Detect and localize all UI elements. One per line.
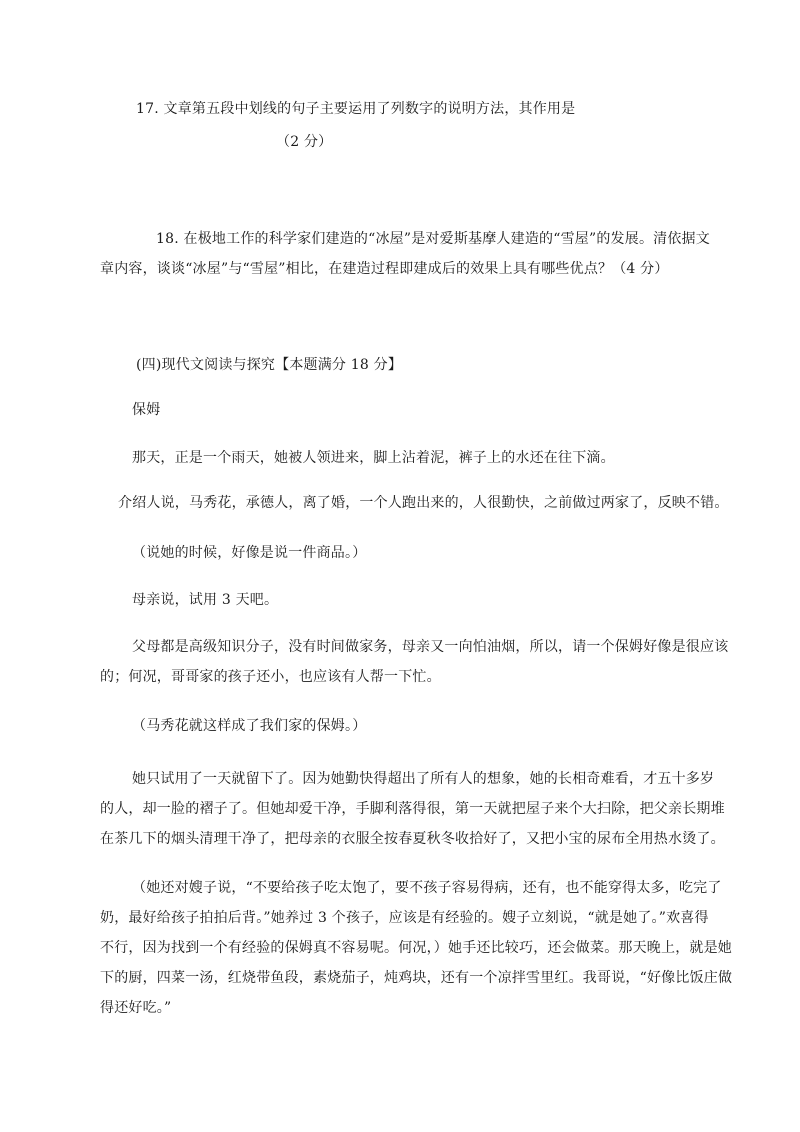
paragraph-7-line-2: 的人，却一脸的褶子了。但她却爱干净，手脚利落得很，第一天就把屋子来个大扫除，把父亲长期堆 <box>100 801 725 817</box>
paragraph-5-line-2: 的；何况，哥哥家的孩子还小，也应该有人帮一下忙。 <box>100 669 441 685</box>
paragraph-8-line-1: （她还对嫂子说，“不要给孩子吃太饱了，要不孩子容易得病，还有，也不能穿得太多，吃完了 <box>132 880 722 896</box>
question-17-text: 17. 文章第五段中划线的句子主要运用了列数字的说明方法，其作用是 <box>136 101 576 117</box>
question-18-line-1: 18. 在极地工作的科学家们建造的“冰屋”是对爱斯基摩人建造的“雪屋”的发展。清依据文 <box>156 231 710 247</box>
paragraph-8-line-5: 得还好吃。” <box>100 1000 172 1016</box>
paragraph-6: （马秀花就这样成了我们家的保姆。） <box>132 718 367 734</box>
paragraph-7-line-3: 在茶几下的烟头清理干净了，把母亲的衣服全按春夏秋冬收拾好了，又把小宝的尿布全用热水烫了。 <box>100 831 725 847</box>
question-18-line-2: 章内容，谈谈“冰屋”与“雪屋”相比，在建造过程即建成后的效果上具有哪些优点？（4 分） <box>100 261 669 277</box>
paragraph-3: （说她的时候，好像是说一件商品。） <box>132 545 367 561</box>
section-4-heading: (四)现代文阅读与探究【本题满分 18 分】 <box>136 357 403 373</box>
paragraph-5-line-1: 父母都是高级知识分子，没有时间做家务，母亲又一向怕油烟，所以，请一个保姆好像是很应该 <box>132 639 729 655</box>
paragraph-8-line-2: 奶，最好给孩子拍拍后背。”她养过 3 个孩子，应该是有经验的。嫂子立刻说，“就是她了。”欢喜得 <box>100 910 709 926</box>
article-title: 保姆 <box>132 402 161 418</box>
paragraph-1: 那天，正是一个雨天，她被人领进来，脚上沾着泥，裤子上的水还在往下滴。 <box>132 450 615 466</box>
paragraph-4: 母亲说，试用 3 天吧。 <box>132 592 279 608</box>
question-17-score: （2 分） <box>276 134 333 150</box>
paragraph-2: 介绍人说，马秀花，承德人，离了婚，一个人跑出来的，人很勤快，之前做过两家了，反映不错。 <box>118 495 729 511</box>
paragraph-8-line-4: 下的厨，四菜一汤，红烧带鱼段，素烧茄子，炖鸡块，还有一个凉拌雪里红。我哥说，“好像比饭庄做 <box>100 970 733 986</box>
paragraph-7-line-1: 她只试用了一天就留下了。因为她勤快得超出了所有人的想象，她的长相奇难看，才五十多岁 <box>132 771 715 787</box>
paragraph-8-line-3: 不行，因为找到一个有经验的保姆真不容易呢。何况，）她手还比较巧，还会做菜。那天晚上，就是她 <box>100 940 732 956</box>
